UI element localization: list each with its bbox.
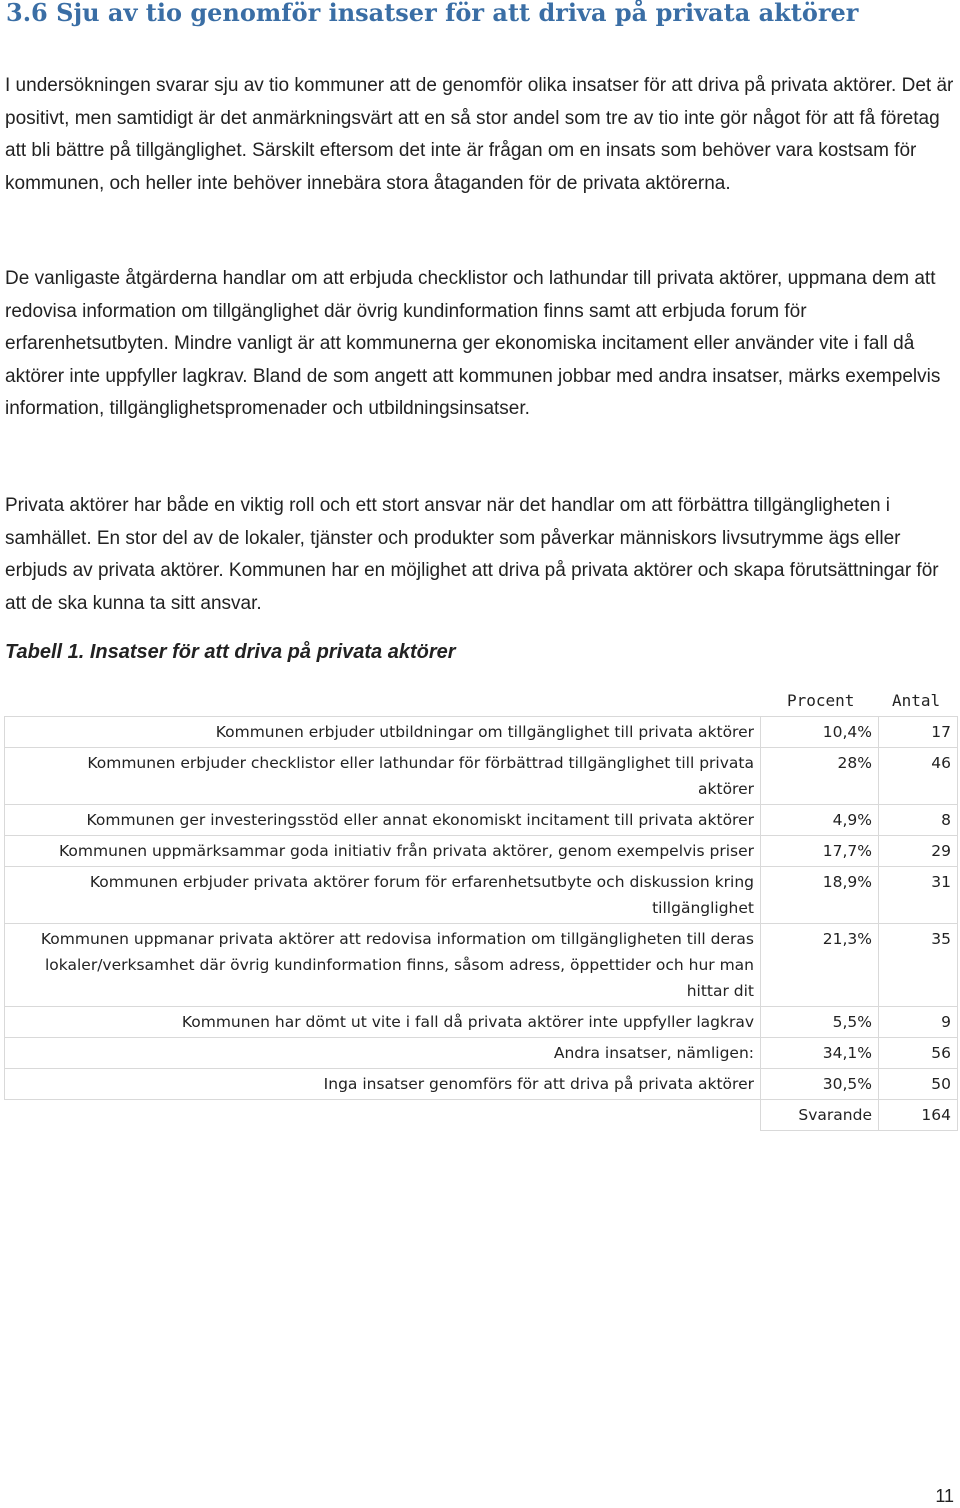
row-percent: 5,5% — [761, 1007, 879, 1038]
table-row — [5, 748, 958, 805]
row-percent: 30,5% — [761, 1069, 879, 1100]
table-row — [5, 836, 958, 867]
row-label: Andra insatser, nämligen: — [5, 1038, 761, 1069]
row-label: Kommunen uppmanar privata aktörer att redovisa information om tillgängligheten till deras lokaler/verksamhet där övrig kundinformation finns, såsom adress, öppettider och hur man hittar dit — [5, 924, 761, 1007]
row-label: Inga insatser genomförs för att driva på privata aktörer — [5, 1069, 761, 1100]
table-caption: Tabell 1. Insatser för att driva på privata aktörer — [5, 641, 456, 663]
row-percent: 10,4% — [761, 717, 879, 748]
row-percent: 17,7% — [761, 836, 879, 867]
table-row — [5, 1038, 958, 1069]
row-count: 29 — [879, 836, 958, 867]
table-row — [5, 717, 958, 748]
row-label: Kommunen har dömt ut vite i fall då privata aktörer inte uppfyller lagkrav — [5, 1007, 761, 1038]
paragraph-3: Privata aktörer har både en viktig roll och ett stort ansvar när det handlar om att förbättra tillgängligheten i samhället. En stor del av de lokaler, tjänster och produkter som påverkar människors livsutrymme ägs eller erbjuds av privata aktörer. Kommunen har en möjlighet att driva på privata aktörer och skapa förutsättningar för att de ska kunna ta sitt ansvar. — [5, 495, 939, 614]
section-heading: 3.6 Sju av tio genomför insatser för att driva på privata aktörer — [6, 0, 859, 27]
row-percent: 21,3% — [761, 924, 879, 1007]
row-count: 17 — [879, 717, 958, 748]
row-percent: 4,9% — [761, 805, 879, 836]
table-row — [5, 867, 958, 924]
row-label: Kommunen ger investeringsstöd eller annat ekonomiskt incitament till privata aktörer — [5, 805, 761, 836]
page-number: 11 — [935, 1486, 954, 1506]
row-count: 9 — [879, 1007, 958, 1038]
row-percent: 34,1% — [761, 1038, 879, 1069]
column-header-percent: Procent — [787, 691, 855, 710]
table-row — [5, 924, 958, 1007]
row-count: 35 — [879, 924, 958, 1007]
table-total-row — [5, 1100, 958, 1131]
row-label: Kommunen erbjuder utbildningar om tillgänglighet till privata aktörer — [5, 717, 761, 748]
row-count: 56 — [879, 1038, 958, 1069]
row-label: Kommunen erbjuder checklistor eller lathundar för förbättrad tillgänglighet till privata aktörer — [5, 748, 761, 805]
total-label: Svarande — [761, 1100, 879, 1131]
row-count: 50 — [879, 1069, 958, 1100]
row-percent: 28% — [761, 748, 879, 805]
row-label: Kommunen erbjuder privata aktörer forum för erfarenhetsutbyte och diskussion kring tillgänglighet — [5, 867, 761, 924]
table-row — [5, 1007, 958, 1038]
paragraph-2: De vanligaste åtgärderna handlar om att erbjuda checklistor och lathundar till privata aktörer, uppmana dem att redovisa information om tillgänglighet där övrig kundinformation finns samt att erbjuda forum för erfarenhetsutbyten. Mindre vanligt är att kommunerna ger ekonomiska incitament eller använder vite i fall då aktörer inte uppfyller lagkrav. Bland de som angett att kommunen jobbar med andra insatser, märks exempelvis information, tillgänglighetspromenader och utbildningsinsatser. — [5, 268, 941, 419]
paragraph-1: I undersökningen svarar sju av tio kommuner att de genomför olika insatser för att driva på privata aktörer. Det är positivt, men samtidigt är det anmärkningsvärt att en så stor andel som tre av tio inte gör något för att få företag att bli bättre på tillgänglighet. Särskilt eftersom det inte är frågan om en insats som behöver vara kostsam för kommunen, och heller inte behöver innebära stora åtaganden för de privata aktörerna. — [5, 75, 954, 194]
total-empty-cell — [5, 1100, 761, 1131]
insatser-table — [4, 716, 958, 1131]
table-row — [5, 1069, 958, 1100]
row-percent: 18,9% — [761, 867, 879, 924]
row-count: 8 — [879, 805, 958, 836]
row-count: 31 — [879, 867, 958, 924]
table-row — [5, 805, 958, 836]
column-header-count: Antal — [892, 691, 941, 710]
row-label: Kommunen uppmärksammar goda initiativ från privata aktörer, genom exempelvis priser — [5, 836, 761, 867]
row-count: 46 — [879, 748, 958, 805]
total-count: 164 — [879, 1100, 958, 1131]
